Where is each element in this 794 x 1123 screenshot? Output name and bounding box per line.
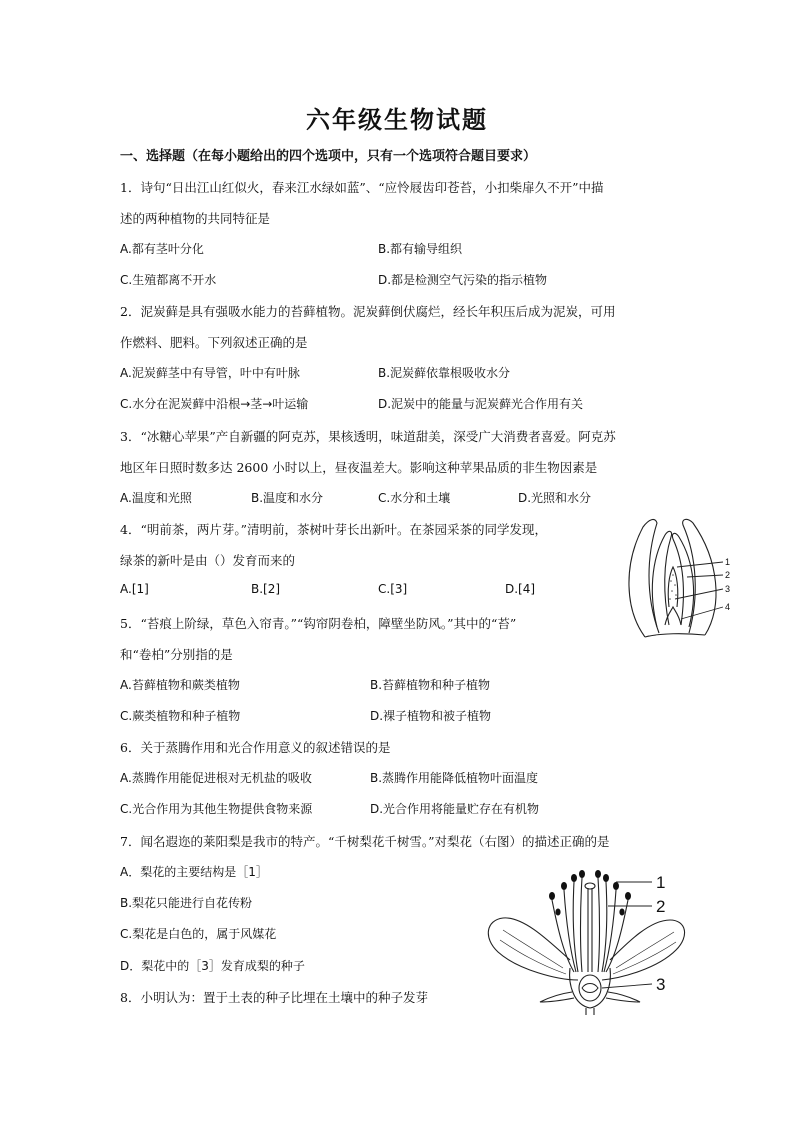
question-5-option-a: A.苔藓植物和蕨类植物 — [120, 678, 240, 692]
question-2-option-b: B.泥炭藓依靠根吸收水分 — [378, 366, 511, 380]
question-3-option-a: A.温度和光照 — [120, 491, 192, 505]
question-8-line-1: 8．小明认为：置于土表的种子比埋在土壤中的种子发芽 — [120, 990, 428, 1005]
question-5-line-1: 5．“苔痕上阶绿，草色入帘青。”“钩帘阴卷柏，障壁坐防风。”其中的“苔” — [120, 616, 517, 631]
bud-label-3: 3 — [725, 584, 731, 594]
question-6-option-c: C.光合作用为其他生物提供食物来源 — [120, 802, 313, 816]
question-4-option-b: B.[2] — [251, 582, 281, 596]
bud-label-4: 4 — [725, 602, 731, 612]
question-2-line-2: 作燃料、肥料。下列叙述正确的是 — [120, 335, 308, 350]
leaf-bud-figure — [615, 515, 755, 640]
flower-label-3: 3 — [656, 975, 666, 994]
question-2-line-1: 2．泥炭藓是具有强吸水能力的苔藓植物。泥炭藓倒伏腐烂，经长年积压后成为泥炭，可用 — [120, 304, 616, 319]
question-6-line-1: 6．关于蒸腾作用和光合作用意义的叙述错误的是 — [120, 740, 391, 755]
question-1-option-a: A.都有茎叶分化 — [120, 242, 204, 256]
bud-label-1: 1 — [725, 557, 731, 567]
question-5-option-b: B.苔藓植物和种子植物 — [370, 678, 491, 692]
question-1-line-2: 述的两种植物的共同特征是 — [120, 211, 271, 226]
bud-label-2: 2 — [725, 570, 731, 580]
question-3-line-1: 3．“冰糖心苹果”产自新疆的阿克苏，果核透明，味道甜美，深受广大消费者喜爱。阿克苏 — [120, 429, 616, 444]
question-2-option-d: D.泥炭中的能量与泥炭藓光合作用有关 — [378, 397, 584, 411]
question-7-option-b: B.梨花只能进行自花传粉 — [120, 896, 253, 910]
question-5-option-d: D.裸子植物和被子植物 — [370, 709, 492, 723]
question-1-line-1: 1．诗句“日出江山红似火，春来江水绿如蓝”、“应怜屐齿印苍苔，小扣柴扉久不开”中描 — [120, 180, 604, 195]
question-7-option-a: A．梨花的主要结构是［1］ — [120, 865, 268, 879]
question-7-option-c: C.梨花是白色的，属于风媒花 — [120, 927, 277, 941]
question-6-option-a: A.蒸腾作用能促进根对无机盐的吸收 — [120, 771, 312, 785]
question-2-option-c: C.水分在泥炭藓中沿根→茎→叶运输 — [120, 397, 309, 411]
question-1-option-c: C.生殖都离不开水 — [120, 273, 217, 287]
question-4-option-d: D.[4] — [505, 582, 536, 596]
question-4-line-2: 绿茶的新叶是由（）发育而来的 — [120, 553, 296, 568]
flower-label-1: 1 — [656, 873, 666, 892]
question-3-option-b: B.温度和水分 — [251, 491, 324, 505]
question-3-line-2: 地区年日照时数多达 2600 小时以上，昼夜温差大。影响这种苹果品质的非生物因素是 — [120, 460, 598, 475]
question-3-option-d: D.光照和水分 — [518, 491, 592, 505]
question-2-option-a: A.泥炭藓茎中有导管，叶中有叶脉 — [120, 366, 300, 380]
question-7-line-1: 7．闻名遐迩的莱阳梨是我市的特产。“千树梨花千树雪。”对梨花（右图）的描述正确的是 — [120, 834, 610, 849]
question-6-option-d: D.光合作用将能量贮存在有机物 — [370, 802, 540, 816]
question-6-option-b: B.蒸腾作用能降低植物叶面温度 — [370, 771, 539, 785]
section-heading: 一、选择题（在每小题给出的四个选项中，只有一个选项符合题目要求） — [120, 149, 537, 164]
question-4-option-a: A.[1] — [120, 582, 149, 596]
question-4-line-1: 4．“明前茶，两片芽。”清明前，茶树叶芽长出新叶。在茶园采茶的同学发现， — [120, 522, 547, 537]
flower-label-2: 2 — [656, 897, 666, 916]
question-3-option-c: C.水分和土壤 — [378, 491, 451, 505]
pear-flower-figure — [478, 860, 698, 1015]
question-7-option-d: D．梨花中的［3］发育成梨的种子 — [120, 959, 305, 973]
question-5-option-c: C.蕨类植物和种子植物 — [120, 709, 241, 723]
page-title: 六年级生物试题 — [306, 105, 488, 134]
question-1-option-b: B.都有输导组织 — [378, 242, 463, 256]
question-1-option-d: D.都是检测空气污染的指示植物 — [378, 273, 548, 287]
question-4-option-c: C.[3] — [378, 582, 408, 596]
question-5-line-2: 和“卷柏”分别指的是 — [120, 647, 233, 662]
